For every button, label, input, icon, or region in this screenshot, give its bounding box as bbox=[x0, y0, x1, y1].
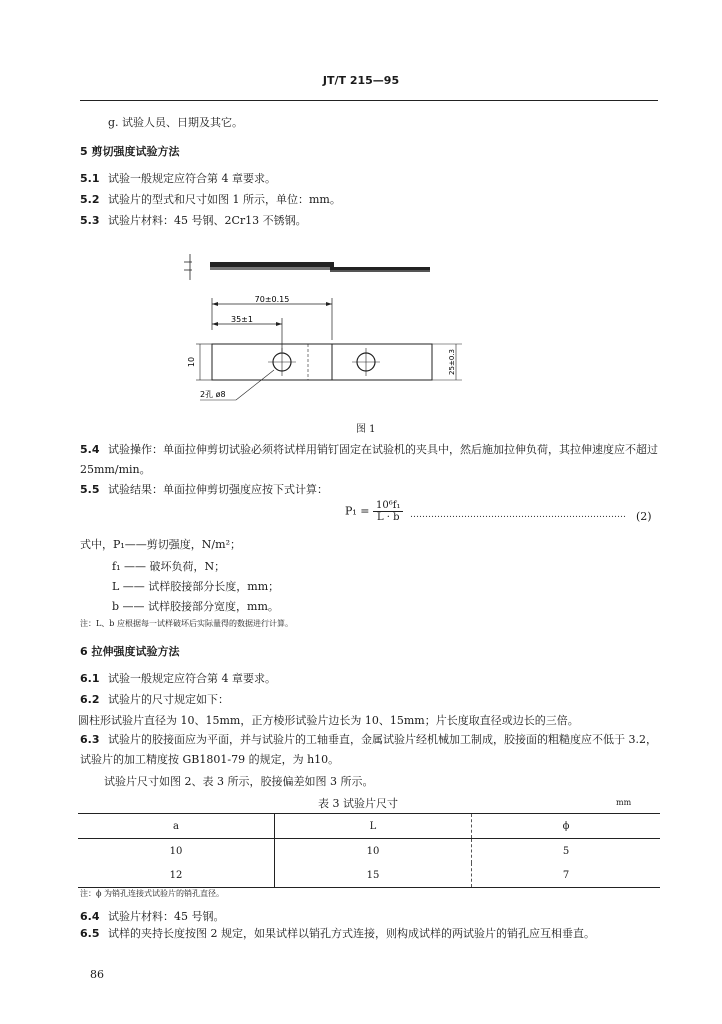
table-3-unit: mm bbox=[616, 798, 632, 807]
table-header-row bbox=[78, 814, 660, 839]
clause-5-5: 5.5 试验结果：单面拉伸剪切强度应按下式计算： bbox=[80, 483, 328, 496]
formula-note: 注：L、b 应根据每一试样破坏后实际量得的数据进行计算。 bbox=[80, 619, 293, 628]
clause-6-2: 6.2 试验片的尺寸规定如下： bbox=[80, 693, 229, 706]
clause-6-3: 6.3 试验片的胶接面应为平面，并与试验片的工轴垂直，金属试验片经机械加工制成，胶接面的粗糙度应不低于 3.2，试验片的加工精度按 GB1801-79 的规定，为 h10。 bbox=[80, 733, 657, 766]
dimension-width: 25±0.3 bbox=[448, 349, 456, 375]
clause-5-2: 5.2 试验片的型式和尺寸如图 1 所示，单位：mm。 bbox=[80, 193, 341, 206]
where-line-3: L —— 试样胶接部分长度，mm； bbox=[112, 580, 280, 593]
formula-leader-dots: ……………………………………………………………… bbox=[410, 510, 626, 520]
where-line-4: b —— 试样胶接部分宽度，mm。 bbox=[112, 600, 279, 613]
list-item-g: g. 试验人员、日期及其它。 bbox=[108, 116, 244, 129]
section-6-title: 6 拉伸强度试验方法 bbox=[80, 645, 180, 658]
table-cell: 15 bbox=[275, 863, 472, 888]
table-header-l: L bbox=[275, 814, 472, 839]
table-header-phi: ϕ bbox=[472, 814, 661, 839]
clause-6-2-detail: 圆柱形试验片直径为 10、15mm，正方棱形试验片边长为 10、15mm；片长度取直径或边长的三倍。 bbox=[78, 714, 579, 727]
dimension-total-length: 70±0.15 bbox=[254, 295, 290, 304]
table-row bbox=[78, 863, 660, 888]
table-note: 注：ϕ 为销孔连接式试验片的销孔直径。 bbox=[80, 889, 224, 898]
header-rule bbox=[80, 100, 658, 101]
figure-1-specimen-drawing bbox=[170, 240, 480, 420]
table-cell: 10 bbox=[78, 839, 275, 864]
clause-6-4: 6.4 试验片材料：45 号钢。 bbox=[80, 910, 225, 923]
formula-2 bbox=[345, 500, 403, 523]
clause-6-3-detail: 试验片尺寸如图 2、表 3 所示，胶接偏差如图 3 所示。 bbox=[104, 775, 374, 788]
dimension-height: 10 bbox=[187, 356, 196, 368]
where-line-1: 式中，P₁——剪切强度，N/m²； bbox=[80, 538, 241, 551]
formula-lhs: P₁ = bbox=[345, 504, 370, 518]
where-line-2: f₁ —— 破坏负荷，N； bbox=[112, 560, 226, 573]
clause-5-1: 5.1 试验一般规定应符合第 4 章要求。 bbox=[80, 172, 276, 185]
hole-callout: 2孔 ø8 bbox=[200, 390, 226, 399]
clause-6-1: 6.1 试验一般规定应符合第 4 章要求。 bbox=[80, 672, 276, 685]
table-cell: 7 bbox=[472, 863, 661, 888]
figure-1-caption: 图 1 bbox=[356, 424, 376, 435]
table-cell: 5 bbox=[562, 845, 570, 857]
table-3-title: 表 3 试验片尺寸 bbox=[318, 797, 398, 810]
formula-fraction: $\frac{\text{10⁶f₁}}{L \cdot b}$ bbox=[373, 500, 403, 523]
table-cell: 10 bbox=[275, 839, 472, 864]
clause-5-3: 5.3 试验片材料：45 号钢、2Cr13 不锈钢。 bbox=[80, 214, 307, 227]
table-header-a: a bbox=[78, 814, 275, 839]
table-3 bbox=[78, 813, 660, 888]
section-5-title: 5 剪切强度试验方法 bbox=[80, 145, 180, 158]
dimension-hole-position: 35±1 bbox=[231, 315, 253, 324]
clause-5-4: 5.4 试验操作：单面拉伸剪切试验必须将试样用销钉固定在试验机的夹具中，然后施加拉伸负荷，其拉伸速度应不超过 25mm/min。 bbox=[80, 443, 658, 476]
formula-number: (2) bbox=[636, 510, 652, 523]
table-row bbox=[78, 839, 660, 864]
page-number: 86 bbox=[90, 968, 104, 981]
document-header: JT/T 215—95 bbox=[322, 74, 400, 87]
table-cell: 12 bbox=[78, 863, 275, 888]
clause-6-5: 6.5 试样的夹持长度按图 2 规定，如果试样以销孔方式连接，则构成试样的两试验片的销孔应互相垂直。 bbox=[80, 927, 595, 940]
